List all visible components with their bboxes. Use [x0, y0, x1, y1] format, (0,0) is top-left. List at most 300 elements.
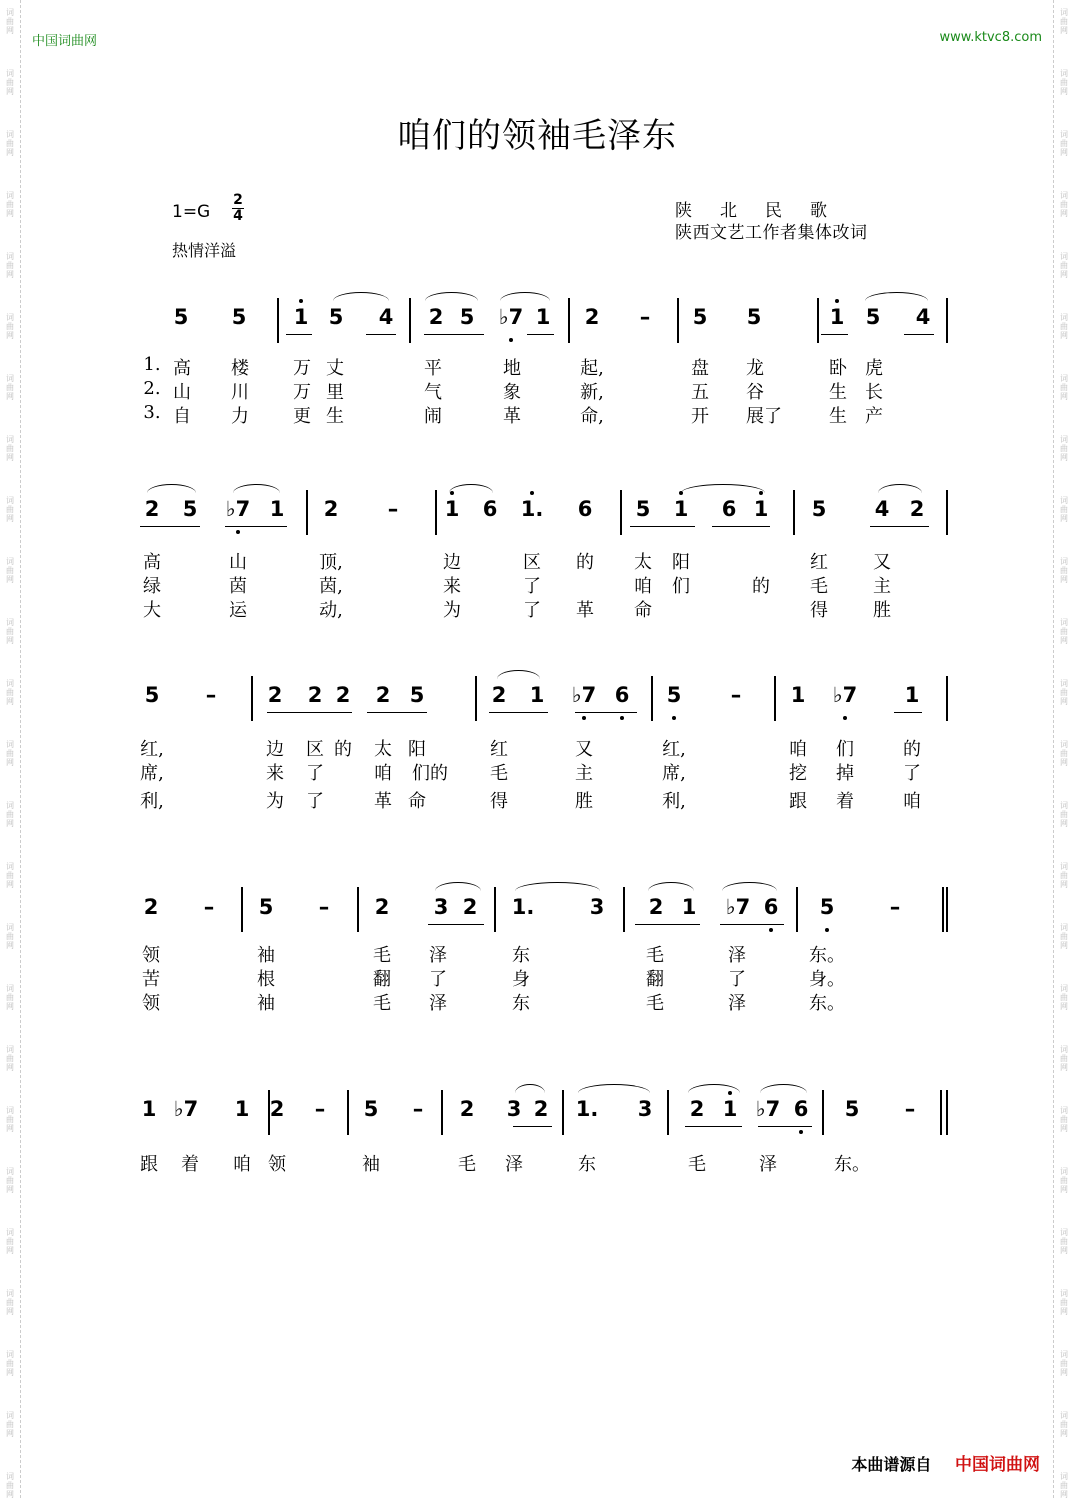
- lyric-syllable: 3.: [143, 402, 161, 423]
- bar-line: [568, 298, 570, 343]
- lyric-syllable: 咱: [374, 763, 392, 784]
- slur: [578, 1084, 650, 1093]
- lyric-syllable: 为: [266, 791, 284, 812]
- lyric-syllable: 地: [503, 358, 521, 379]
- lyric-syllable: 红,: [140, 739, 164, 760]
- bar-line: [562, 1090, 564, 1135]
- lyric-syllable: 自: [173, 406, 191, 427]
- note: 5: [363, 1097, 379, 1121]
- time-top: 2: [233, 192, 243, 208]
- watermark-text: 词 曲 网: [6, 1411, 14, 1438]
- watermark-text: 词 曲 网: [6, 1167, 14, 1194]
- watermark-text: 词 曲 网: [1060, 1350, 1068, 1377]
- bar-line: [946, 1090, 948, 1135]
- eighth-beam: [286, 334, 312, 335]
- eighth-beam: [870, 526, 929, 527]
- octave-low-dot: [236, 530, 240, 534]
- watermark-text: 词 曲 网: [6, 8, 14, 35]
- note: –: [314, 1097, 326, 1121]
- note: ♭7: [832, 683, 858, 707]
- slur: [233, 484, 280, 493]
- note: 4: [874, 497, 890, 521]
- note: 5: [328, 305, 344, 329]
- watermark-text: 词 曲 网: [6, 1472, 14, 1499]
- note: 2: [462, 895, 478, 919]
- lyric-syllable: 里: [326, 382, 344, 403]
- note: 2: [144, 497, 160, 521]
- note: 2: [323, 497, 339, 521]
- watermark-text: 词 曲 网: [6, 1106, 14, 1133]
- lyric-syllable: 生: [829, 406, 847, 427]
- lyric-syllable: 身。: [809, 969, 845, 990]
- eighth-beam: [904, 334, 934, 335]
- bar-line: [651, 676, 653, 721]
- slur: [865, 292, 928, 301]
- eighth-beam: [140, 526, 200, 527]
- bar-line: [946, 298, 948, 343]
- lyric-syllable: 毛: [373, 993, 391, 1014]
- note: 1: [753, 497, 769, 521]
- watermark-text: 词 曲 网: [1060, 1106, 1068, 1133]
- lyric-syllable: 了: [306, 791, 324, 812]
- footer-source-label: 本曲谱源自: [851, 1455, 932, 1474]
- lyric-syllable: 的: [903, 739, 921, 760]
- watermark-text: 词 曲 网: [6, 862, 14, 889]
- bar-line: [409, 298, 411, 343]
- lyric-syllable: 革: [576, 600, 594, 621]
- note: ♭7: [225, 497, 251, 521]
- bar-line: [241, 887, 243, 932]
- lyric-syllable: 来: [443, 576, 461, 597]
- bar-line: [306, 490, 308, 535]
- eighth-beam: [720, 924, 784, 925]
- lyric-syllable: 咱: [233, 1154, 251, 1175]
- watermark-text: 词 曲 网: [6, 313, 14, 340]
- lyric-syllable: 利,: [140, 791, 164, 812]
- octave-low-dot: [799, 1130, 803, 1134]
- watermark-text: 词 曲 网: [6, 618, 14, 645]
- lyric-syllable: 边: [443, 552, 461, 573]
- lyric-syllable: 袖: [257, 945, 275, 966]
- bar-line: [946, 887, 948, 932]
- lyric-syllable: 了: [523, 600, 541, 621]
- lyric-syllable: 毛: [458, 1154, 476, 1175]
- slur: [515, 1084, 545, 1093]
- lyric-syllable: 跟: [789, 791, 807, 812]
- watermark-text: 词 曲 网: [6, 191, 14, 218]
- lyric-syllable: 了: [429, 969, 447, 990]
- note: 5: [811, 497, 827, 521]
- note: 6: [721, 497, 737, 521]
- lyric-syllable: 了: [728, 969, 746, 990]
- watermark-text: 词 曲 网: [1060, 69, 1068, 96]
- lyric-syllable: 太: [374, 739, 392, 760]
- slur: [515, 882, 600, 891]
- lyric-syllable: 翻: [646, 969, 664, 990]
- note: –: [205, 683, 217, 707]
- note: –: [387, 497, 399, 521]
- lyric-syllable: 泽: [429, 993, 447, 1014]
- lyric-syllable: 东: [512, 945, 530, 966]
- bar-line: [357, 887, 359, 932]
- note: 1: [790, 683, 806, 707]
- lyric-syllable: 主: [873, 576, 891, 597]
- lyric-syllable: 胜: [575, 791, 593, 812]
- lyric-syllable: 五: [691, 382, 709, 403]
- note: –: [318, 895, 330, 919]
- note: 2: [375, 683, 391, 707]
- lyric-syllable: 2.: [143, 378, 161, 399]
- eighth-beam: [635, 924, 700, 925]
- octave-low-dot: [620, 716, 624, 720]
- note: 1: [535, 305, 551, 329]
- watermark-text: 词 曲 网: [6, 496, 14, 523]
- slur: [333, 292, 389, 301]
- watermark-text: 词 曲 网: [1060, 435, 1068, 462]
- note: 5: [666, 683, 682, 707]
- bar-line: [822, 1090, 824, 1135]
- octave-low-dot: [769, 928, 773, 932]
- note: 2: [584, 305, 600, 329]
- note: 5: [844, 1097, 860, 1121]
- lyric-syllable: 区: [306, 739, 324, 760]
- note: 4: [378, 305, 394, 329]
- eighth-beam: [367, 712, 427, 713]
- lyric-syllable: 命,: [580, 406, 604, 427]
- lyric-syllable: 毛: [810, 576, 828, 597]
- note: –: [904, 1097, 916, 1121]
- lyric-syllable: 东。: [809, 945, 845, 966]
- lyric-syllable: 咱: [903, 791, 921, 812]
- lyric-syllable: 阳: [672, 552, 690, 573]
- note: 1: [293, 305, 309, 329]
- note: 1: [722, 1097, 738, 1121]
- note: 5: [635, 497, 651, 521]
- note: –: [889, 895, 901, 919]
- watermark-text: 词 曲 网: [6, 679, 14, 706]
- song-title: 咱们的领袖毛泽东: [397, 116, 677, 156]
- watermark-text: 词 曲 网: [6, 69, 14, 96]
- watermark-text: 词 曲 网: [6, 1045, 14, 1072]
- lyric-syllable: 力: [231, 406, 249, 427]
- note: 1: [529, 683, 545, 707]
- lyric-syllable: 气: [424, 382, 442, 403]
- lyric-syllable: 山: [229, 552, 247, 573]
- note: 3: [506, 1097, 522, 1121]
- note: ♭7: [571, 683, 597, 707]
- note: 2: [307, 683, 323, 707]
- note: 5: [459, 305, 475, 329]
- eighth-beam: [513, 1126, 552, 1127]
- watermark-text: 词 曲 网: [1060, 1411, 1068, 1438]
- lyric-syllable: 的: [576, 552, 594, 573]
- lyric-syllable: 起,: [580, 358, 604, 379]
- note: ♭7: [498, 305, 524, 329]
- watermark-text: 词 曲 网: [1060, 191, 1068, 218]
- bar-line: [940, 1090, 942, 1135]
- credit-lyricist: 陕西文艺工作者集体改词: [675, 223, 868, 243]
- lyric-syllable: 席,: [140, 763, 164, 784]
- eighth-beam: [489, 712, 548, 713]
- lyric-syllable: 为: [443, 600, 461, 621]
- lyric-syllable: 革: [374, 791, 392, 812]
- lyric-syllable: 翻: [373, 969, 391, 990]
- note: 1.: [520, 497, 544, 521]
- note: 1: [234, 1097, 250, 1121]
- note: ♭7: [725, 895, 751, 919]
- note: 5: [409, 683, 425, 707]
- lyric-syllable: 东: [512, 993, 530, 1014]
- watermark-text: 词 曲 网: [1060, 984, 1068, 1011]
- octave-low-dot: [582, 716, 586, 720]
- slur: [497, 670, 540, 679]
- lyric-syllable: 挖: [789, 763, 807, 784]
- eighth-beam: [225, 526, 287, 527]
- slur: [722, 882, 777, 891]
- bar-line: [475, 676, 477, 721]
- note: 2: [491, 683, 507, 707]
- watermark-text: 词 曲 网: [1060, 862, 1068, 889]
- slur: [435, 882, 481, 891]
- lyric-syllable: 东: [578, 1154, 596, 1175]
- lyric-syllable: 太: [634, 552, 652, 573]
- octave-high-dot: [530, 491, 534, 495]
- bar-line: [494, 887, 496, 932]
- octave-high-dot: [299, 299, 303, 303]
- lyric-syllable: 象: [503, 382, 521, 403]
- lyric-syllable: 苦: [142, 969, 160, 990]
- lyric-syllable: 领: [142, 945, 160, 966]
- note: 2: [648, 895, 664, 919]
- lyric-syllable: 边: [266, 739, 284, 760]
- lyric-syllable: 泽: [505, 1154, 523, 1175]
- watermark-text: 词 曲 网: [6, 435, 14, 462]
- eighth-beam: [575, 712, 637, 713]
- eighth-beam: [630, 526, 695, 527]
- eighth-beam: [685, 1126, 742, 1127]
- watermark-text: 词 曲 网: [6, 557, 14, 584]
- watermark-text: 词 曲 网: [6, 740, 14, 767]
- bar-line: [277, 298, 279, 343]
- bar-line: [435, 490, 437, 535]
- note: 5: [173, 305, 189, 329]
- lyric-syllable: 咱: [634, 576, 652, 597]
- note: 1.: [511, 895, 535, 919]
- slur: [878, 484, 922, 493]
- lyric-syllable: 领: [142, 993, 160, 1014]
- note: 6: [577, 497, 593, 521]
- note: 6: [763, 895, 779, 919]
- note: 5: [258, 895, 274, 919]
- watermark-text: 词 曲 网: [6, 801, 14, 828]
- lyric-syllable: 的: [752, 576, 770, 597]
- lyric-syllable: 大: [143, 600, 161, 621]
- note: 1: [673, 497, 689, 521]
- lyric-syllable: 开: [691, 406, 709, 427]
- lyric-syllable: 了: [523, 576, 541, 597]
- lyric-syllable: 毛: [490, 763, 508, 784]
- lyric-syllable: 闹: [424, 406, 442, 427]
- note: 5: [746, 305, 762, 329]
- watermark-text: 词 曲 网: [1060, 496, 1068, 523]
- note: 5: [819, 895, 835, 919]
- lyric-syllable: 了: [306, 763, 324, 784]
- note: 2: [269, 1097, 285, 1121]
- lyric-syllable: 红,: [662, 739, 686, 760]
- lyric-syllable: 着: [836, 791, 854, 812]
- note: 1: [904, 683, 920, 707]
- watermark-text: 词 曲 网: [1060, 1289, 1068, 1316]
- note: 5: [865, 305, 881, 329]
- lyric-syllable: 运: [229, 600, 247, 621]
- bar-line: [942, 887, 944, 932]
- bar-line: [817, 298, 819, 343]
- lyric-syllable: 袖: [257, 993, 275, 1014]
- lyric-syllable: 了: [903, 763, 921, 784]
- watermark-text: 词 曲 网: [1060, 252, 1068, 279]
- note: 2: [267, 683, 283, 707]
- watermark-text: 词 曲 网: [1060, 8, 1068, 35]
- lyric-syllable: 泽: [759, 1154, 777, 1175]
- note: 1: [269, 497, 285, 521]
- note: 2: [374, 895, 390, 919]
- eighth-beam: [712, 526, 770, 527]
- watermark-text: 词 曲 网: [1060, 618, 1068, 645]
- lyric-syllable: 泽: [728, 993, 746, 1014]
- time-signature: [232, 193, 244, 224]
- lyric-syllable: 毛: [646, 993, 664, 1014]
- lyric-syllable: 东。: [834, 1154, 870, 1175]
- watermark-text: 词 曲 网: [1060, 740, 1068, 767]
- octave-low-dot: [825, 928, 829, 932]
- eighth-beam: [894, 712, 922, 713]
- bar-line: [667, 1090, 669, 1135]
- octave-low-dot: [509, 338, 513, 342]
- watermark-text: 词 曲 网: [1060, 313, 1068, 340]
- note: 3: [433, 895, 449, 919]
- lyric-syllable: 顶,: [319, 552, 343, 573]
- bar-line: [946, 676, 948, 721]
- note: 2: [689, 1097, 705, 1121]
- note: 1: [141, 1097, 157, 1121]
- watermark-text: 词 曲 网: [1060, 1228, 1068, 1255]
- lyric-syllable: 红: [810, 552, 828, 573]
- lyric-syllable: 又: [873, 552, 891, 573]
- bar-line: [251, 676, 253, 721]
- lyric-syllable: 们: [836, 739, 854, 760]
- slur: [147, 484, 196, 493]
- lyric-syllable: 得: [490, 791, 508, 812]
- watermark-text: 词 曲 网: [1060, 1472, 1068, 1499]
- slur: [688, 1084, 740, 1093]
- lyric-syllable: 们的: [412, 763, 448, 784]
- note: 3: [589, 895, 605, 919]
- watermark-text: 词 曲 网: [1060, 1045, 1068, 1072]
- watermark-text: 词 曲 网: [1060, 1167, 1068, 1194]
- lyric-syllable: 根: [257, 969, 275, 990]
- watermark-text: 词 曲 网: [1060, 374, 1068, 401]
- note: 3: [637, 1097, 653, 1121]
- lyric-syllable: 袖: [362, 1154, 380, 1175]
- note: 2: [459, 1097, 475, 1121]
- bar-line: [796, 887, 798, 932]
- bar-line: [620, 490, 622, 535]
- watermark-text: 词 曲 网: [1060, 923, 1068, 950]
- lyric-syllable: 长: [865, 382, 883, 403]
- note: 6: [482, 497, 498, 521]
- lyric-syllable: 领: [268, 1154, 286, 1175]
- eighth-beam: [758, 1126, 812, 1127]
- bar-line: [347, 1090, 349, 1135]
- octave-low-dot: [672, 716, 676, 720]
- note: 1: [829, 305, 845, 329]
- watermark-text: 词 曲 网: [1060, 801, 1068, 828]
- key-signature: 1=G: [172, 202, 211, 222]
- footer: [851, 1450, 1040, 1475]
- note: 1.: [575, 1097, 599, 1121]
- note: 5: [231, 305, 247, 329]
- lyric-syllable: 生: [829, 382, 847, 403]
- note: ♭7: [755, 1097, 781, 1121]
- lyric-syllable: 绿: [143, 576, 161, 597]
- lyric-syllable: 高: [143, 552, 161, 573]
- lyric-syllable: 高: [173, 358, 191, 379]
- lyric-syllable: 生: [326, 406, 344, 427]
- watermark-text: 词 曲 网: [1060, 130, 1068, 157]
- lyric-syllable: 展了: [746, 406, 782, 427]
- eighth-beam: [267, 712, 352, 713]
- note: 5: [144, 683, 160, 707]
- note: 1: [444, 497, 460, 521]
- lyric-syllable: 茵,: [319, 576, 343, 597]
- lyric-syllable: 新,: [580, 382, 604, 403]
- watermark-text: 词 曲 网: [6, 923, 14, 950]
- bar-line: [677, 298, 679, 343]
- lyric-syllable: 动,: [319, 600, 343, 621]
- lyric-syllable: 更: [293, 406, 311, 427]
- note: 2: [909, 497, 925, 521]
- tempo-marking: 热情洋溢: [172, 241, 237, 260]
- lyric-syllable: 东。: [809, 993, 845, 1014]
- lyric-syllable: 平: [424, 358, 442, 379]
- lyric-syllable: 万: [293, 358, 311, 379]
- note: –: [730, 683, 742, 707]
- lyric-syllable: 又: [575, 739, 593, 760]
- note: 2: [143, 895, 159, 919]
- lyric-syllable: 咱: [789, 739, 807, 760]
- bar-line: [946, 490, 948, 535]
- lyric-syllable: 胜: [873, 600, 891, 621]
- eighth-beam: [366, 334, 396, 335]
- lyric-syllable: 毛: [688, 1154, 706, 1175]
- lyric-syllable: 茵: [229, 576, 247, 597]
- lyric-syllable: 命: [634, 600, 652, 621]
- lyric-syllable: 们: [672, 576, 690, 597]
- note: –: [412, 1097, 424, 1121]
- lyric-syllable: 阳: [408, 739, 426, 760]
- lyric-syllable: 的: [334, 739, 352, 760]
- lyric-syllable: 万: [293, 382, 311, 403]
- note: 5: [182, 497, 198, 521]
- watermark-text: 词 曲 网: [6, 374, 14, 401]
- watermark-text: 词 曲 网: [6, 1350, 14, 1377]
- note: 6: [793, 1097, 809, 1121]
- watermark-text: 词 曲 网: [6, 1289, 14, 1316]
- lyric-syllable: 主: [575, 763, 593, 784]
- watermark-text: 词 曲 网: [6, 252, 14, 279]
- lyric-syllable: 龙: [746, 358, 764, 379]
- watermark-text: 词 曲 网: [1060, 679, 1068, 706]
